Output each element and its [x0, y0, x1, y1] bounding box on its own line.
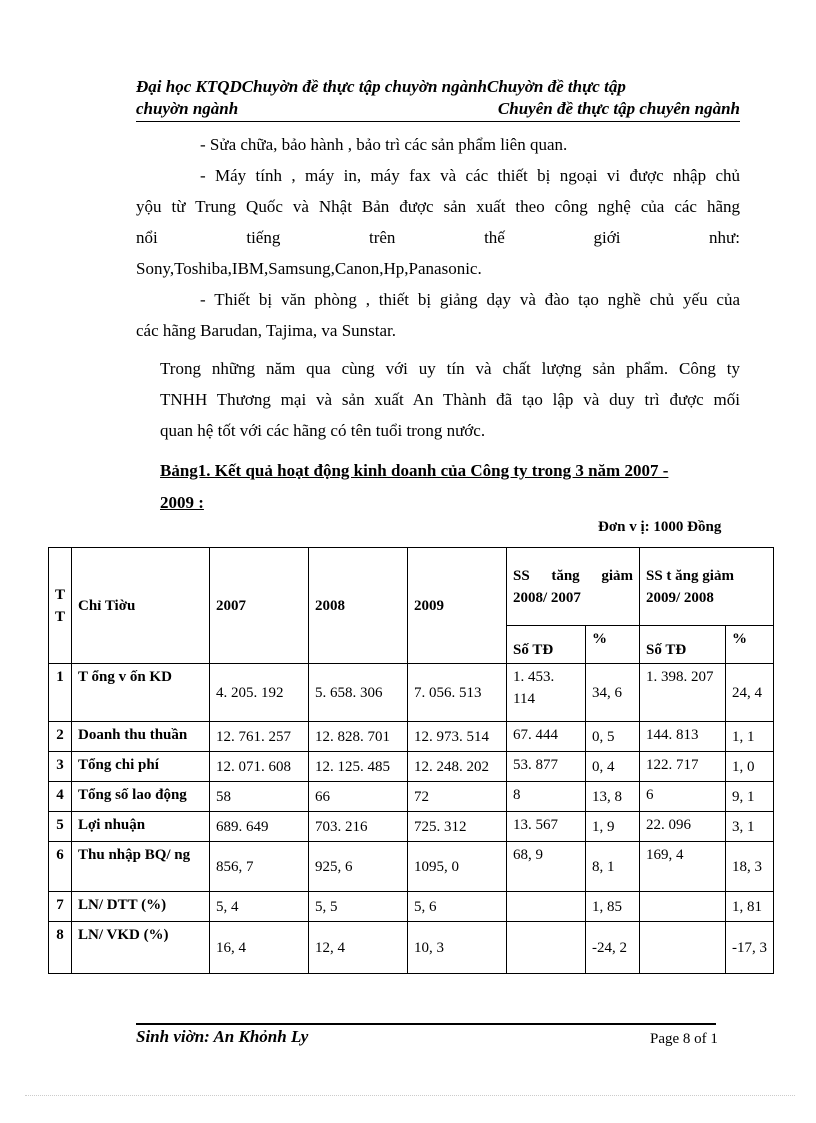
- bullet-computers-line-1: - Máy tính , máy in, máy fax và các thiết bị ngoại vi được nhập chủ: [200, 166, 740, 185]
- footer-student-name: Sinh viờn: An Khỏnh Ly: [136, 1027, 309, 1046]
- row-so-td-1: 1. 453. 114: [507, 664, 586, 722]
- table-row: [49, 892, 774, 922]
- row-so-td-1: [507, 892, 586, 922]
- bullet-office-line-1: - Thiết bị văn phòng , thiết bị giảng dạy và đào tạo nghề chủ yếu của: [200, 290, 740, 309]
- row-pct-2: 24, 4: [726, 664, 774, 722]
- row-so-td-2: [640, 922, 726, 974]
- company-paragraph: [160, 353, 740, 446]
- company-paragraph-line-3: quan hệ tốt với các hãng có tên tuổi trong nước.: [160, 421, 486, 440]
- bullet-computers-line-2: yộu từ Trung Quốc và Nhật Bản được sản xuất theo công nghệ của các hãng: [136, 197, 740, 216]
- row-chi-tieu: LN/ DTT (%): [72, 892, 210, 922]
- row-chi-tieu: Tổng số lao động: [72, 782, 210, 812]
- page-header: [136, 76, 740, 122]
- row-pct-1: 1, 9: [586, 812, 640, 842]
- table-row: [49, 664, 774, 722]
- row-2007: 58: [210, 782, 309, 812]
- row-2008: 12, 4: [309, 922, 408, 974]
- row-pct-2: 18, 3: [726, 842, 774, 892]
- row-2008: 12. 828. 701: [309, 722, 408, 752]
- row-pct-1: 1, 85: [586, 892, 640, 922]
- row-so-td-2: [640, 892, 726, 922]
- row-pct-1: -24, 2: [586, 922, 640, 974]
- table-row: [49, 922, 774, 974]
- table-title-line-2: 2009 :: [160, 493, 204, 512]
- row-2008: 12. 125. 485: [309, 752, 408, 782]
- row-so-td-1: 13. 567: [507, 812, 586, 842]
- table-row: [49, 752, 774, 782]
- row-so-td-1: 67. 444: [507, 722, 586, 752]
- table-row: [49, 842, 774, 892]
- row-pct-2: 9, 1: [726, 782, 774, 812]
- row-tt: 8: [49, 922, 72, 974]
- row-2007: 5, 4: [210, 892, 309, 922]
- row-pct-1: 13, 8: [586, 782, 640, 812]
- row-so-td-1: 53. 877: [507, 752, 586, 782]
- row-chi-tieu: Doanh thu thuần: [72, 722, 210, 752]
- row-so-td-2: 22. 096: [640, 812, 726, 842]
- row-tt: 7: [49, 892, 72, 922]
- row-so-td-1: 8: [507, 782, 586, 812]
- row-2007: 12. 071. 608: [210, 752, 309, 782]
- footer-divider: [136, 1023, 716, 1025]
- row-2007: 16, 4: [210, 922, 309, 974]
- header-ss-2009-2008: SS t ăng giảm 2009/ 2008: [640, 548, 774, 626]
- row-2007: 4. 205. 192: [210, 664, 309, 722]
- row-tt: 2: [49, 722, 72, 752]
- row-chi-tieu: T ổng v ốn KD: [72, 664, 210, 722]
- row-2008: 5, 5: [309, 892, 408, 922]
- row-2008: 66: [309, 782, 408, 812]
- row-tt: 6: [49, 842, 72, 892]
- bullet-office-line-2: các hãng Barudan, Tajima, va Sunstar.: [136, 321, 397, 340]
- table-title-line-1: Bảng1. Kết quả hoạt động kinh doanh của Công ty trong 3 năm 2007 -: [160, 461, 669, 480]
- row-so-td-1: 68, 9: [507, 842, 586, 892]
- header-chi-tieu: Chỉ Tiờu: [72, 548, 210, 664]
- row-2009: 1095, 0: [408, 842, 507, 892]
- header-2007: 2007: [210, 548, 309, 664]
- header-so-td-2: Số TĐ: [640, 626, 726, 664]
- header-line-2-right: Chuyên đề thực tập chuyên ngành: [497, 99, 740, 118]
- business-results-table: [48, 547, 774, 974]
- company-paragraph-line-2: TNHH Thương mại và sản xuất An Thành đã tạo lập và duy trì được mối: [160, 390, 740, 409]
- row-so-td-1: [507, 922, 586, 974]
- company-paragraph-line-1: Trong những năm qua cùng với uy tín và chất lượng sản phẩm. Công ty: [160, 359, 740, 378]
- row-tt: 1: [49, 664, 72, 722]
- header-pct-2: %: [726, 626, 774, 664]
- row-2009: 12. 973. 514: [408, 722, 507, 752]
- row-so-td-2: 122. 717: [640, 752, 726, 782]
- row-chi-tieu: LN/ VKD (%): [72, 922, 210, 974]
- row-so-td-2: 144. 813: [640, 722, 726, 752]
- unit-label: Đơn v ị: 1000 Đồng: [598, 519, 722, 535]
- row-2007: 689. 649: [210, 812, 309, 842]
- bullet-repair: - Sửa chữa, bảo hành , bảo trì các sản phẩm liên quan.: [200, 135, 568, 154]
- row-2009: 725. 312: [408, 812, 507, 842]
- row-pct-2: -17, 3: [726, 922, 774, 974]
- footer-page-number: Page 8 of 1: [650, 1031, 718, 1047]
- row-pct-2: 1, 81: [726, 892, 774, 922]
- header-pct-1: %: [586, 626, 640, 664]
- row-so-td-2: 6: [640, 782, 726, 812]
- page-bottom-dots: [25, 1095, 795, 1096]
- table-row: [49, 782, 774, 812]
- row-pct-1: 0, 4: [586, 752, 640, 782]
- row-2007: 856, 7: [210, 842, 309, 892]
- table-row: [49, 722, 774, 752]
- row-pct-2: 1, 1: [726, 722, 774, 752]
- row-2009: 5, 6: [408, 892, 507, 922]
- row-chi-tieu: Tổng chi phí: [72, 752, 210, 782]
- bullet-computers-line-3: nổi tiếng trên thế giới như:: [136, 228, 740, 247]
- row-2008: 5. 658. 306: [309, 664, 408, 722]
- table-title: [160, 455, 745, 519]
- row-2007: 12. 761. 257: [210, 722, 309, 752]
- row-2009: 10, 3: [408, 922, 507, 974]
- row-tt: 4: [49, 782, 72, 812]
- header-so-td-1: Số TĐ: [507, 626, 586, 664]
- row-2008: 703. 216: [309, 812, 408, 842]
- body-text: [136, 129, 740, 346]
- row-chi-tieu: Thu nhập BQ/ ng: [72, 842, 210, 892]
- row-pct-2: 1, 0: [726, 752, 774, 782]
- row-so-td-2: 169, 4: [640, 842, 726, 892]
- header-2008: 2008: [309, 548, 408, 664]
- header-line-1: Đại học KTQDChuyờn đề thực tập chuyờn ngànhChuyờn đề thực tập: [136, 77, 626, 96]
- row-2009: 12. 248. 202: [408, 752, 507, 782]
- header-line-2-left: chuyờn ngành: [136, 99, 239, 118]
- row-2009: 72: [408, 782, 507, 812]
- row-pct-1: 34, 6: [586, 664, 640, 722]
- row-so-td-2: 1. 398. 207: [640, 664, 726, 722]
- bullet-computers-line-4: Sony,Toshiba,IBM,Samsung,Canon,Hp,Panasonic.: [136, 259, 482, 278]
- row-tt: 5: [49, 812, 72, 842]
- row-tt: 3: [49, 752, 72, 782]
- header-ss-2008-2007: SS tăng giảm 2008/ 2007: [507, 548, 640, 626]
- row-pct-2: 3, 1: [726, 812, 774, 842]
- row-chi-tieu: Lợi nhuận: [72, 812, 210, 842]
- header-tt: T T: [49, 548, 72, 664]
- row-pct-1: 0, 5: [586, 722, 640, 752]
- header-2009: 2009: [408, 548, 507, 664]
- table-row: [49, 812, 774, 842]
- row-2009: 7. 056. 513: [408, 664, 507, 722]
- row-2008: 925, 6: [309, 842, 408, 892]
- row-pct-1: 8, 1: [586, 842, 640, 892]
